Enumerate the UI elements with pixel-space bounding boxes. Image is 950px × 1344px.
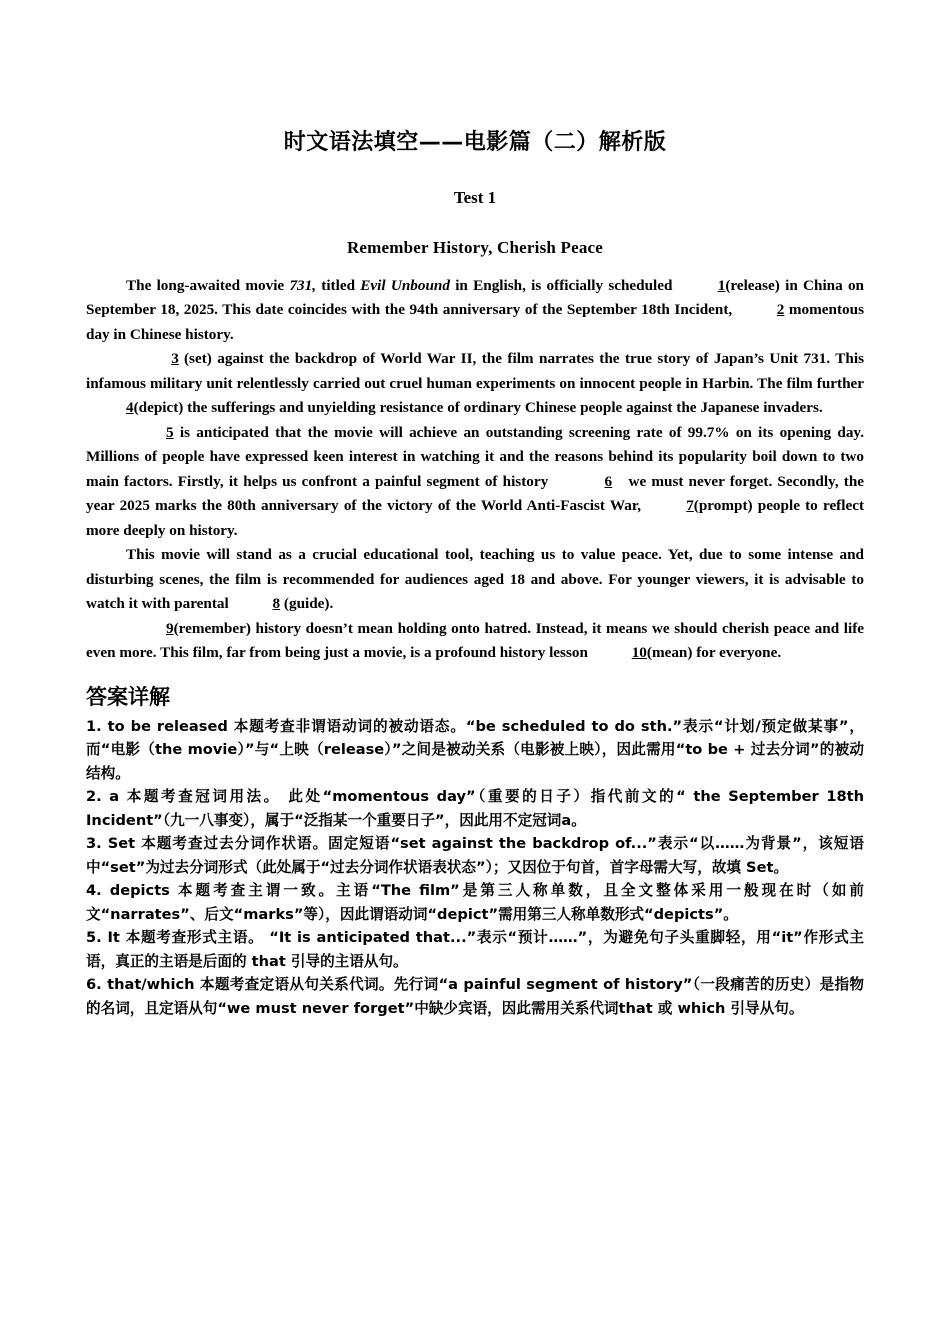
para3-text-1: is anticipated that the movie will achieve an outstanding screening rate of 99.7% on its opening day. Millions of people have expressed keen interest in watching it and the reasons behind its popularity boil down to two main factors. Firstly, it helps us confront a painful segment of history <box>86 423 864 490</box>
answers-list <box>86 715 864 1021</box>
blank-8[interactable]: 8 <box>272 595 281 613</box>
article-title: Remember History, Cherish Peace <box>346 237 604 257</box>
answer-item: 4. depicts 本题考查主谓一致。主语“The film”是第三人称单数，且全文整体采用一般现在时（如前文“narrates”、后文“marks”等），因此谓语动词“depict”需用第三人称单数形式“depicts”。 <box>86 882 864 923</box>
document-title: 时文语法填空——电影篇（二）解析版 <box>283 130 667 155</box>
para1-text-1: The long-awaited movie <box>126 276 290 294</box>
passage-paragraph-5 <box>86 617 864 666</box>
para2-text-2: (depict) the sufferings and unyielding resistance of ordinary Chinese people against the Japanese invaders. <box>133 399 823 417</box>
answer-item: 2. a 本题考查冠词用法。 此处“momentous day”（重要的日子）指代前文的“ the September 18th Incident”（九一八事变），属于“泛指某一个重要日子”，因此用不定冠词a。 <box>86 788 864 829</box>
test-label: Test 1 <box>453 187 497 207</box>
para4-text-2: (guide). <box>280 595 334 613</box>
passage-paragraph-3 <box>86 421 864 544</box>
blank-3[interactable]: 3 <box>171 350 179 368</box>
answer-item: 1. to be released 本题考查非谓语动词的被动语态。“be scheduled to do sth.”表示“计划/预定做某事”，而“电影（the movie）”与“上映（release）”之间是被动关系（电影被上映），因此需用“to be + 过去分词”的被动结构。 <box>86 717 864 782</box>
blank-6[interactable]: 6 <box>604 472 613 490</box>
para1-text-5: momentous day in Chinese history. <box>86 301 864 343</box>
passage-body <box>86 258 864 666</box>
para1-text-3: in English, is officially scheduled <box>449 276 678 294</box>
para1-text-2: titled <box>316 276 361 294</box>
passage-paragraph-4 <box>86 543 864 617</box>
blank-4[interactable]: 4 <box>126 399 134 417</box>
movie-title-english: Evil Unbound <box>360 276 450 294</box>
movie-title-chinese: 731, <box>289 276 317 294</box>
answer-item: 6. that/which 本题考查定语从句关系代词。先行词“a painful segment of history”（一段痛苦的历史）是指物的名词，且定语从句“we must never forget”中缺少宾语，因此需用关系代词that 或 which 引导从句。 <box>86 976 864 1017</box>
passage-paragraph-1 <box>86 274 864 348</box>
answers-section-heading: 答案详解 <box>86 684 170 709</box>
passage-paragraph-2 <box>86 347 864 421</box>
para4-text-1: This movie will stand as a crucial educational tool, teaching us to value peace. Yet, due to some intense and disturbing scenes, the film is recommended for audiences aged 18 and above. For younger viewers, it is advisable to watch it with parental <box>86 546 864 613</box>
blank-10[interactable]: 10 <box>631 644 647 662</box>
blank-9[interactable]: 9 <box>166 619 174 637</box>
para3-text-3: (prompt) people to reflect more deeply on history. <box>86 497 864 539</box>
blank-1[interactable]: 1 <box>717 276 726 294</box>
blank-2[interactable]: 2 <box>776 301 785 319</box>
para2-text-1: (set) against the backdrop of World War II, the film narrates the true story of Japan’s Unit 731. This infamous military unit relentlessly carried out cruel human experiments on innocent people in Harbin. The film further <box>86 350 864 392</box>
answer-item: 5. It 本题考查形式主语。 “It is anticipated that...”表示“预计……”，为避免句子头重脚轻，用“it”作形式主语，真正的主语是后面的 that 引导的主语从句。 <box>86 929 864 970</box>
blank-5[interactable]: 5 <box>166 423 174 441</box>
para3-text-2: we must never forget. Secondly, the year 2025 marks the 80th anniversary of the victory of the World Anti-Fascist War, <box>86 472 865 515</box>
para5-text-2: (mean) for everyone. <box>646 644 782 662</box>
blank-7[interactable]: 7 <box>686 497 694 515</box>
para1-text-4: (release) in China on September 18, 2025. This date coincides with the 94th anniversary of the September 18th Incident, <box>86 276 864 319</box>
answer-item: 3. Set 本题考查过去分词作状语。固定短语“set against the backdrop of...”表示“以……为背景”，该短语中“set”为过去分词形式（此处属于“过去分词作状语表状态”）；又因位于句首，首字母需大写，故填 Set。 <box>86 835 864 876</box>
para5-text-1: (remember) history doesn’t mean holding onto hatred. Instead, it means we should cherish peace and life even more. This film, far from being just a movie, is a profound history lesson <box>86 619 864 662</box>
